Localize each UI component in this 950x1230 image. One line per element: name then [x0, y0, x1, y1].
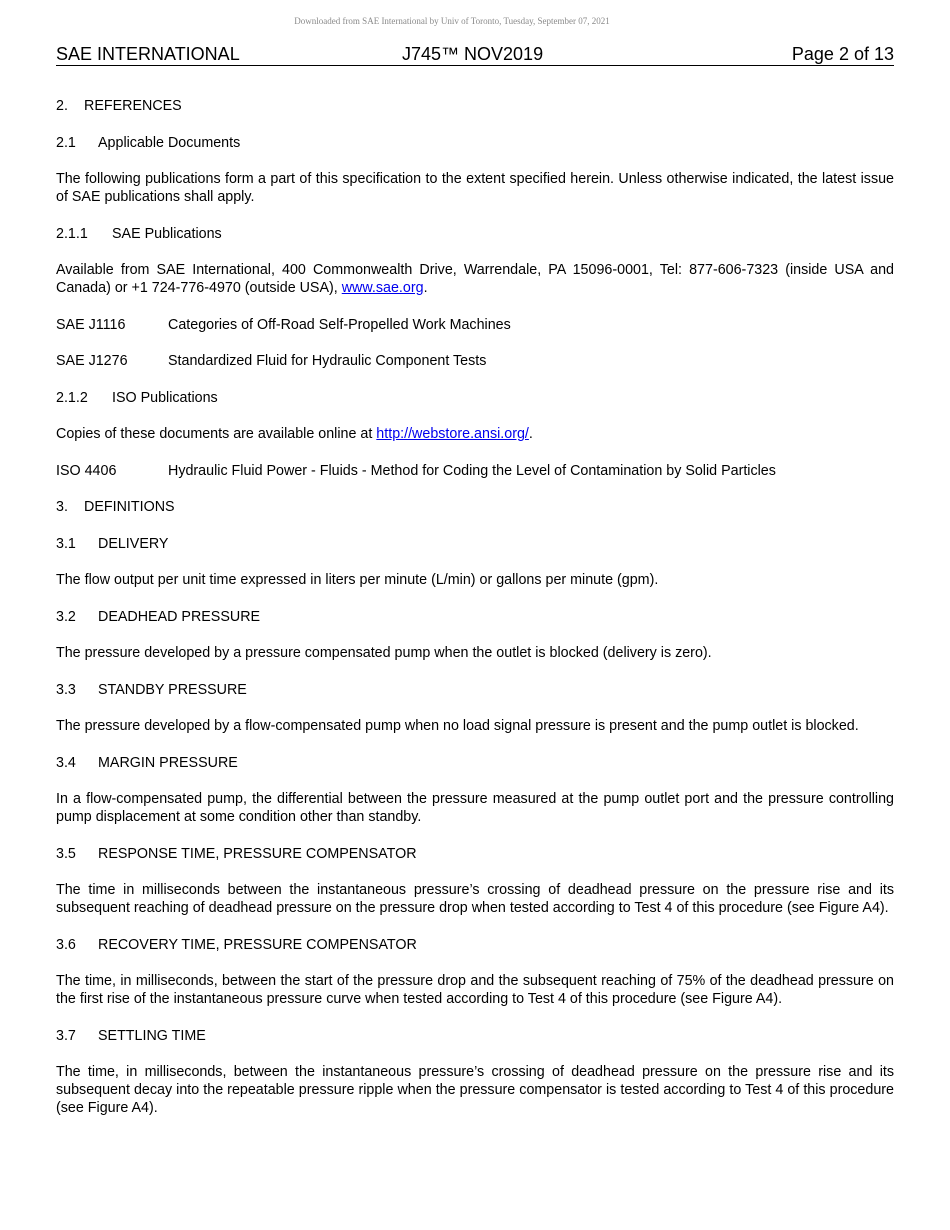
section-title: SAE Publications	[112, 225, 222, 242]
definition-body: The pressure developed by a flow-compensated pump when no load signal pressure is present and the pump outlet is blocked.	[56, 718, 859, 734]
section-2-1-body: The following publications form a part of this specification to the extent specified herein. Unless otherwise indicated, the latest issue of SAE publications shall apply.	[56, 171, 894, 205]
definition-heading	[56, 608, 894, 626]
definition-title: SETTLING TIME	[98, 1027, 206, 1044]
section-2-1-1-heading	[56, 225, 894, 243]
definition-title: RECOVERY TIME, PRESSURE COMPENSATOR	[98, 936, 417, 953]
section-2-1-1-body	[56, 261, 894, 297]
definition-title: MARGIN PRESSURE	[98, 754, 238, 771]
definition-number: 3.5	[56, 845, 76, 862]
header-org: SAE INTERNATIONAL	[56, 44, 240, 64]
body-text-end: .	[423, 280, 428, 296]
definition-heading	[56, 681, 894, 699]
section-title: REFERENCES	[84, 98, 182, 114]
definition-body: The time, in milliseconds, between the instantaneous pressure’s crossing of deadhead pressure on the pressure rise and its subsequent decay into the repeatable pressure ripple when the pressure compensator is tested according to Test 4 of this procedure (see Figure A4).	[56, 1064, 894, 1116]
header-page-number: Page 2 of 13	[791, 44, 894, 64]
definition-title: STANDBY PRESSURE	[98, 681, 247, 698]
section-number: 3.	[56, 499, 68, 515]
section-2-heading	[56, 97, 894, 115]
section-number: 2.1.2	[56, 389, 88, 406]
section-2-1-2-body	[56, 425, 894, 443]
reference-title: Standardized Fluid for Hydraulic Component Tests	[168, 353, 487, 369]
section-title: Applicable Documents	[98, 134, 241, 151]
reference-title: Hydraulic Fluid Power - Fluids - Method for Coding the Level of Contamination by Solid Particles	[168, 462, 776, 479]
body-text: Copies of these documents are available online at	[56, 426, 377, 442]
definition-body: In a flow-compensated pump, the differential between the pressure measured at the pump outlet port and the pressure controlling pump displacement at some condition other than standby.	[56, 791, 894, 825]
document-body	[56, 97, 894, 1136]
body-text-end: .	[528, 426, 533, 442]
definition-number: 3.6	[56, 936, 76, 953]
section-number: 2.1	[56, 134, 76, 151]
reference-title: Categories of Off-Road Self-Propelled Work Machines	[168, 316, 511, 333]
definition-body: The time in milliseconds between the instantaneous pressure’s crossing of deadhead pressure on the pressure rise and its subsequent reaching of deadhead pressure on the pressure drop when tested according to Test 4 of this procedure (see Figure A4).	[56, 882, 894, 916]
definition-heading	[56, 1027, 894, 1045]
page-header	[56, 44, 894, 66]
section-number: 2.1.1	[56, 225, 88, 242]
sae-website-link[interactable]: www.sae.org	[341, 280, 424, 296]
section-title: DEFINITIONS	[84, 499, 175, 515]
download-watermark: Downloaded from SAE International by Univ of Toronto, Tuesday, September 07, 2021	[294, 16, 610, 26]
section-3-heading	[56, 498, 894, 516]
definition-number: 3.3	[56, 681, 76, 698]
section-2-1-heading	[56, 134, 894, 152]
section-number: 2.	[56, 98, 68, 114]
definition-title: DEADHEAD PRESSURE	[98, 608, 261, 625]
definition-heading	[56, 535, 894, 553]
reference-code: SAE J1116	[56, 316, 126, 333]
definition-body: The time, in milliseconds, between the start of the pressure drop and the subsequent reaching of 75% of the deadhead pressure on the first rise of the instantaneous pressure curve when tested according to Test 4 of this procedure (see Figure A4).	[56, 973, 894, 1007]
definition-number: 3.7	[56, 1027, 76, 1044]
reference-row	[56, 352, 894, 370]
ansi-webstore-link[interactable]: http://webstore.ansi.org/	[376, 426, 529, 442]
definition-body: The flow output per unit time expressed in liters per minute (L/min) or gallons per minute (gpm).	[56, 572, 659, 588]
section-title: ISO Publications	[112, 389, 218, 406]
definition-title: DELIVERY	[98, 535, 169, 552]
reference-code: ISO 4406	[56, 462, 117, 479]
definition-title: RESPONSE TIME, PRESSURE COMPENSATOR	[98, 845, 417, 862]
definition-heading	[56, 936, 894, 954]
definition-body: The pressure developed by a pressure compensated pump when the outlet is blocked (delivery is zero).	[56, 645, 712, 661]
definition-heading	[56, 754, 894, 772]
header-doc-id: J745™ NOV2019	[402, 44, 544, 64]
reference-code: SAE J1276	[56, 353, 128, 369]
definition-heading	[56, 845, 894, 863]
body-text: Available from SAE International, 400 Commonwealth Drive, Warrendale, PA 15096-0001, Tel: 877-606-7323 (inside USA and Canada) or +1 724-776-4970 (outside USA),	[56, 262, 894, 296]
definition-number: 3.2	[56, 608, 76, 625]
section-2-1-2-heading	[56, 389, 894, 407]
definition-number: 3.1	[56, 535, 76, 552]
reference-row	[56, 462, 894, 480]
reference-row	[56, 316, 894, 334]
definition-number: 3.4	[56, 754, 76, 771]
